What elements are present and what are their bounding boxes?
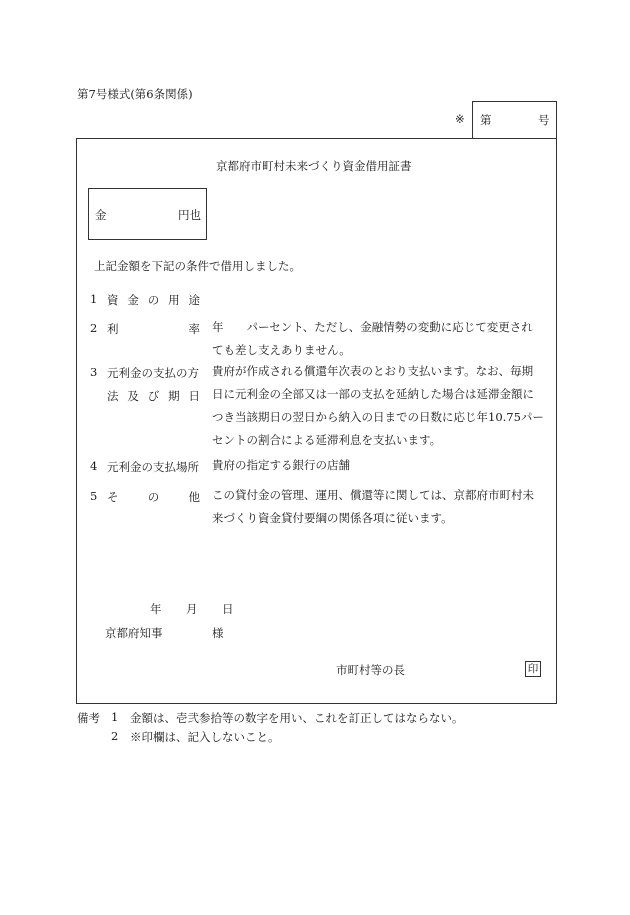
item-label-purpose [107,292,200,308]
signer-label: 市町村等の長 [336,663,405,677]
date-year: 年 [150,602,162,616]
content-line: 貴府が作成される償還年次表のとおり支払います。なお、毎期 [212,364,534,378]
label-char: び [147,389,160,403]
item-content-other [212,484,534,530]
label-char: 期 [168,389,180,403]
content-line: 年 パーセント、ただし、金融情勢の変動に応じて変更され [212,320,533,334]
date-month: 月 [186,602,198,616]
item-number: 5 [90,489,98,503]
item-content-payment-method [212,360,544,452]
label-char: 法 [107,389,119,403]
seal-mark: 印 [525,661,541,677]
reference-mark: ※ [455,112,465,126]
form-label: 第7号様式(第6条関係) [77,87,193,101]
label-char: 及 [127,389,139,403]
label-char: そ [107,490,119,504]
reference-go: 号 [538,113,550,127]
item-label-payment-method-line2 [107,388,200,404]
item-label-other [107,489,200,505]
addressee-name: 京都府知事 [105,626,163,640]
note-number: 1 [111,710,119,724]
item-number: 2 [90,321,98,335]
amount-kin: 金 [95,208,107,222]
label-char: の [147,490,160,504]
label-char: 日 [188,389,200,403]
label-char: 率 [188,322,200,336]
item-number: 4 [90,459,98,473]
item-number: 3 [90,365,98,379]
item-label-payment-place: 元利金の支払場所 [107,460,199,474]
notes-head: 備考 [77,711,100,725]
document-title: 京都府市町村未来づくり資金借用証書 [216,159,412,173]
label-char: 用 [168,293,180,307]
label-char: 金 [127,293,139,307]
item-content-interest [212,316,533,362]
date-day: 日 [222,602,234,616]
content-line: この貸付金の管理、運用、償還等に関しては、京都府市町村未 [212,488,534,502]
item-content-payment-place [212,454,350,477]
item-label-interest [107,321,200,337]
label-char: の [147,293,160,307]
label-char: 利 [107,322,119,336]
label-char: 資 [107,293,119,307]
intro-text: 上記金額を下記の条件で借用しました。 [94,259,301,273]
content-line: ても差し支えありません。 [212,343,351,357]
note-number: 2 [111,729,119,743]
label-char: 他 [188,490,200,504]
item-number: 1 [90,292,98,306]
content-line: 来づくり資金貸付要綱の関係各項に従います。 [212,511,453,525]
note-text: 金額は、壱弐参拾等の数字を用い、これを訂正してはならない。 [130,711,464,725]
reference-dai: 第 [480,113,492,127]
label-char: 途 [188,293,200,307]
addressee-honorific: 様 [212,626,224,640]
content-line: 貴府の指定する銀行の店舗 [212,458,350,472]
note-text: ※印欄は、記入しないこと。 [130,730,280,744]
content-line: セントの割合による延滞利息を支払います。 [212,433,442,447]
item-label-payment-method-line1: 元利金の支払の方 [107,366,199,380]
content-line: つき当該期日の翌日から納入の日までの日数に応じ年10.75パー [212,410,544,424]
amount-yen: 円也 [178,208,201,222]
content-line: 日に元利金の全部又は一部の支払を延納した場合は延滞金額に [212,387,534,401]
